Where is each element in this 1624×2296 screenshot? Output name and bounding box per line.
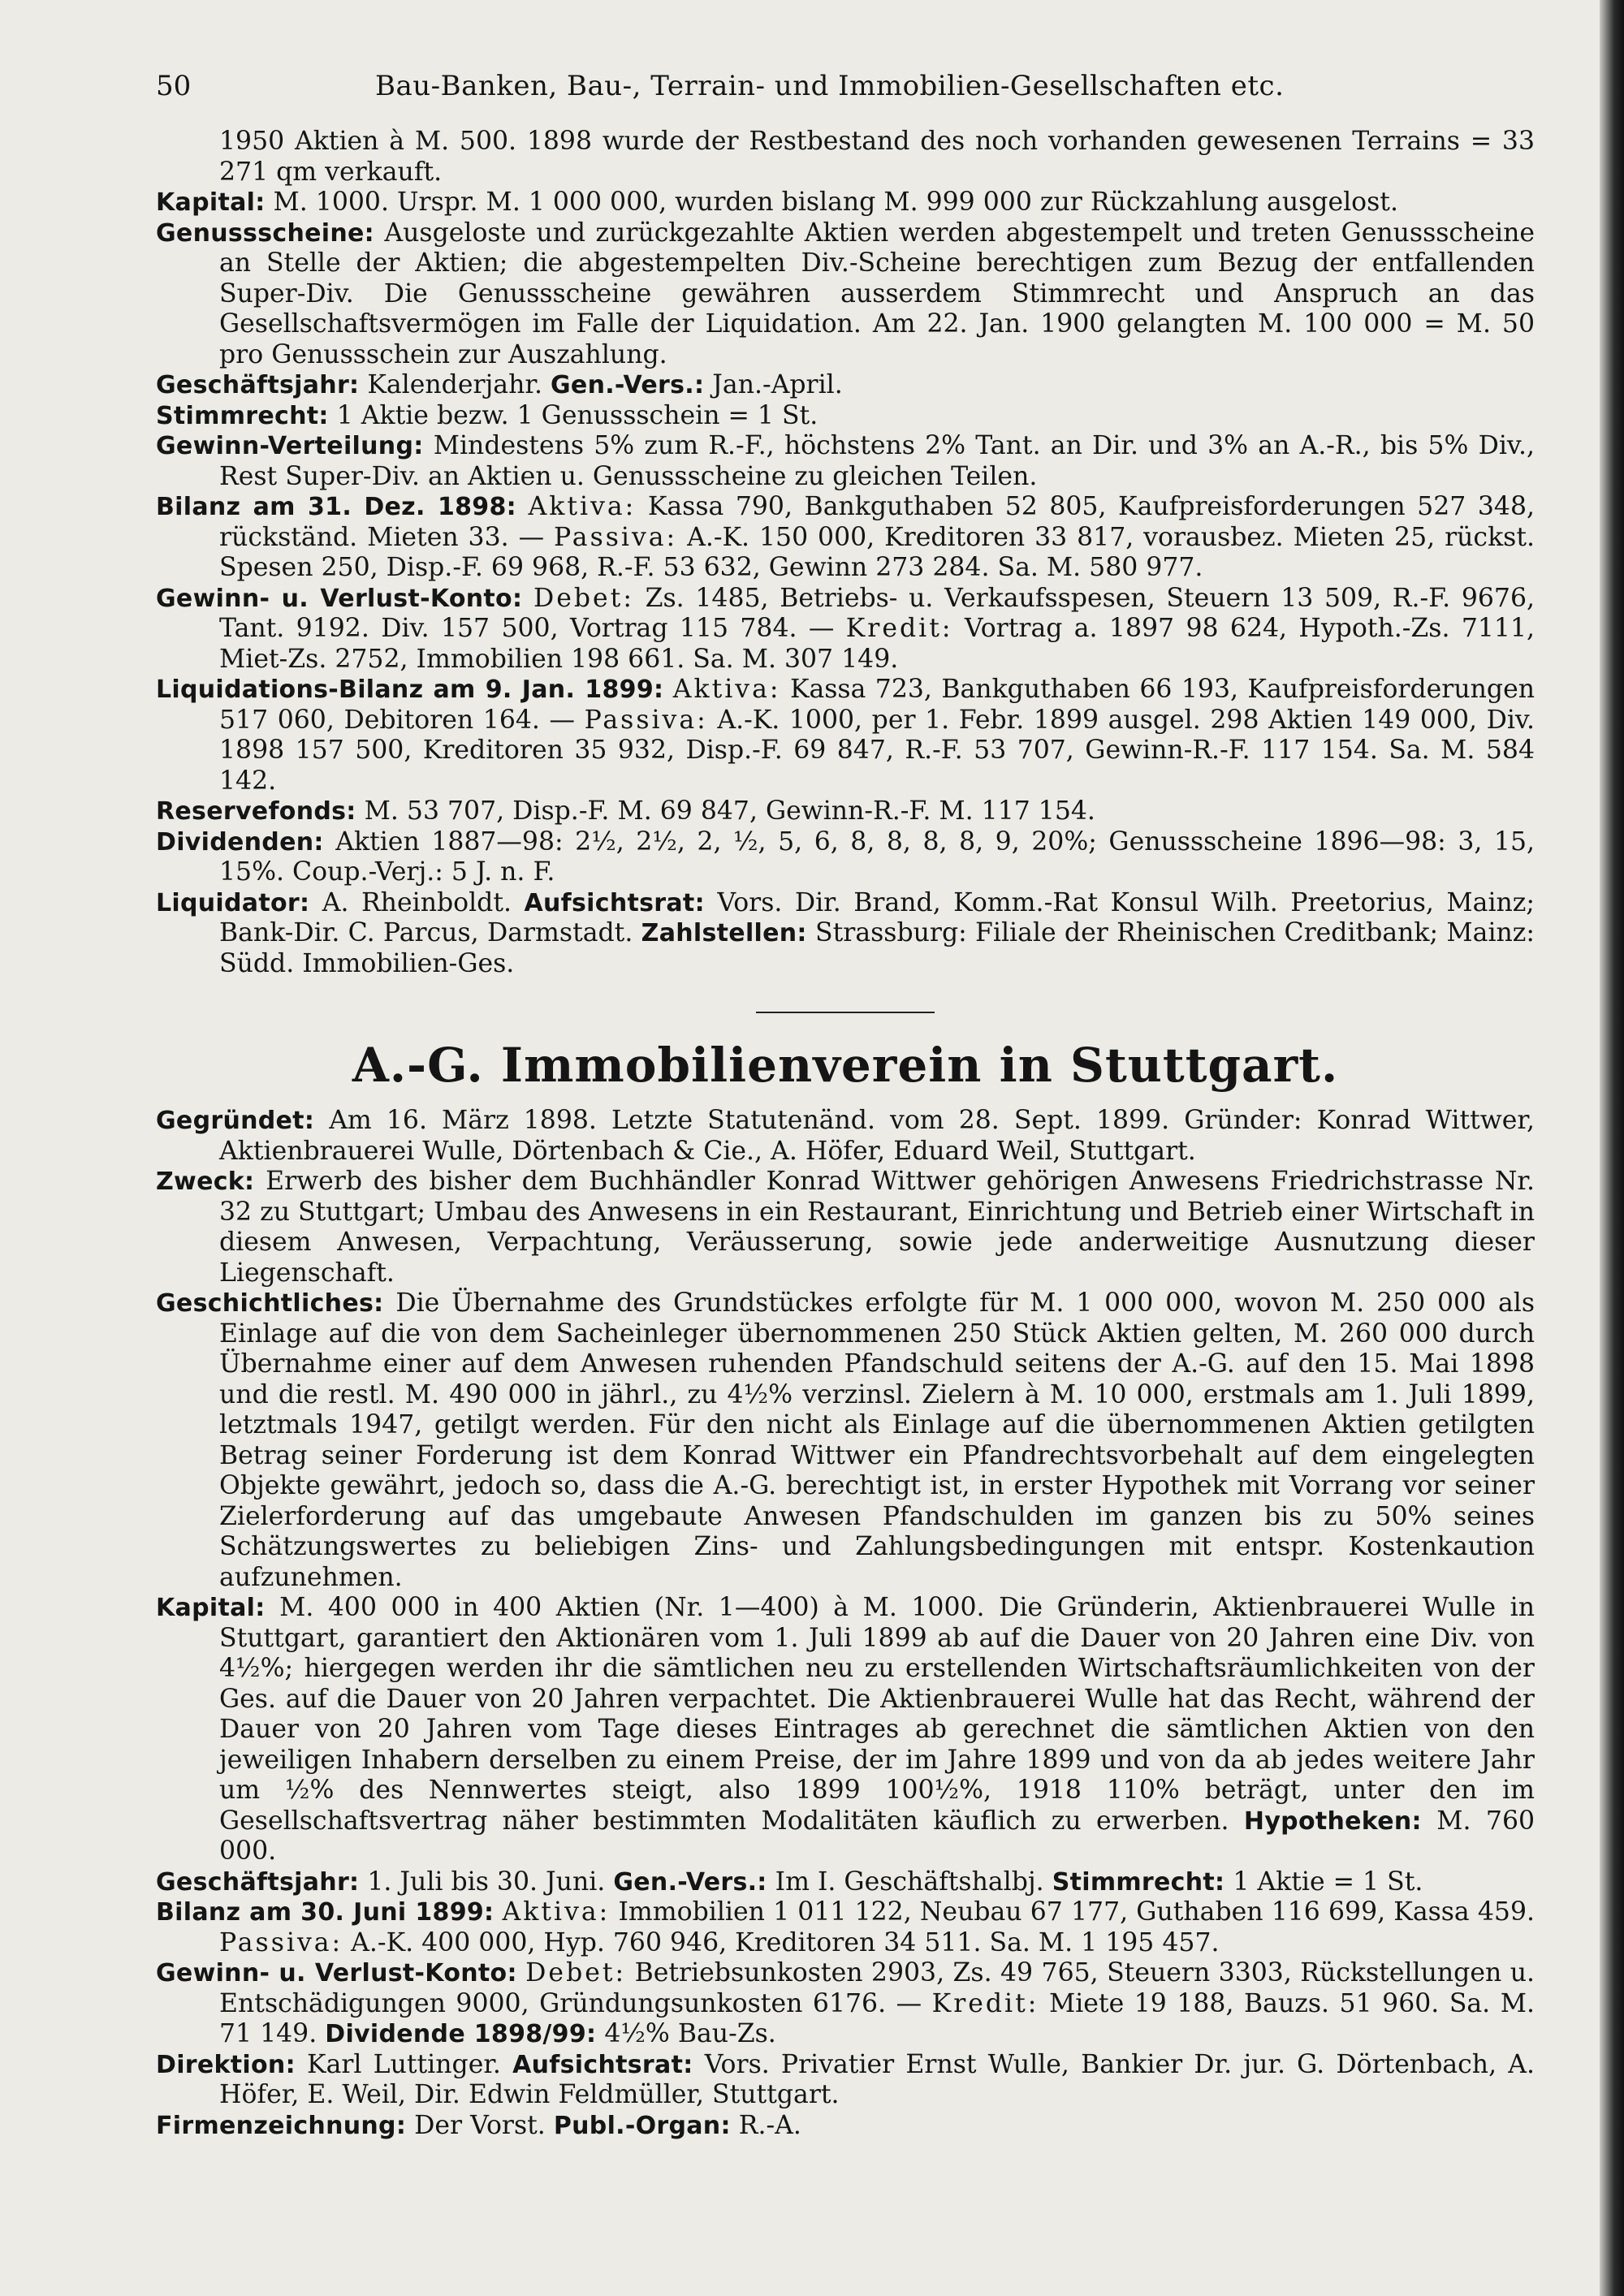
liq-aktiva-text: Kassa 723, Bankguthaben 66 193, Kaufpreisforderungen 517 060, Debitoren 164. — (219, 675, 1535, 735)
bilanz-label: Bilanz am 31. Dez. 1898: (156, 493, 516, 521)
bilanz-aktiva-text-2: Immobilien 1 011 122, Neubau 67 177, Guthaben 116 699, Kassa 459. (618, 1897, 1535, 1927)
aufsichtsrat-label: Aufsichtsrat: (524, 888, 705, 917)
stimmrecht-label-2: Stimmrecht: (1052, 1867, 1225, 1897)
gegruendet-entry (156, 1106, 1535, 1167)
intro-text: 1950 Aktien à M. 500. 1898 wurde der Restbestand des noch vorhanden gewesenen Terrains = 33 271 qm verkauft. (219, 127, 1535, 187)
liquidator-text: A. Rheinboldt. (322, 887, 512, 917)
bilanz-label-2: Bilanz am 30. Juni 1899: (156, 1898, 495, 1927)
passiva-label: Passiva: (554, 522, 678, 552)
reservefonds-entry (156, 796, 1535, 827)
kapital-text-2: M. 400 000 in 400 Aktien (Nr. 1—400) à M. 1000. Die Gründerin, Aktienbrauerei Wulle in Stuttgart, garantiert den Aktionären vom 1. Juli 1899 ab auf die Dauer von 20 Jahren eine Div. von 4½%; hiergegen werden ihr die sämtlichen neu zu erstellenden Wirtschaftsräumlichkeiten von der Ges. auf die Dauer von 20 Jahren verpachtet. Die Aktienbrauerei Wulle hat das Recht, während der Dauer von 20 Jahren vom Tage dieses Eintrages ab gerechnet die sämtlichen Aktien von den jeweiligen Inhabern derselben zu einem Preise, der im Jahre 1899 und von da ab jedes weitere Jahr um ½% des Nennwertes steigt, also 1899 100½%, 1918 110% beträgt, unter den im Gesellschaftsvertrag näher bestimmten Modalitäten käuflich zu erwerben. (219, 1593, 1535, 1836)
geschaeftsjahr-text-2: 1. Juli bis 30. Juni. (367, 1867, 606, 1897)
guv-label: Gewinn- u. Verlust-Konto: (156, 584, 523, 613)
debet-label-2: Debet: (525, 1958, 627, 1987)
dividenden-text: Aktien 1887—98: 2½, 2½, 2, ½, 5, 6, 8, 8, 8, 8, 9, 20%; Genussscheine 1896—98: 3, 15, 15%. Coup.-Verj.: 5 J. n. F. (219, 826, 1535, 887)
debet-label: Debet: (533, 583, 634, 613)
bilanz-entry-2 (156, 1897, 1535, 1958)
running-header (156, 70, 1535, 127)
aktiva-label-2: Aktiva: (502, 1897, 611, 1927)
company-title: A.-G. Immobilienverein in Stuttgart. (352, 1038, 1339, 1093)
guv-label-2: Gewinn- u. Verlust-Konto: (156, 1959, 517, 1987)
direktion-text: Karl Luttinger. (307, 2049, 501, 2079)
liquidations-bilanz-label: Liquidations-Bilanz am 9. Jan. 1899: (156, 675, 664, 704)
page-edge-shadow (1600, 0, 1624, 2296)
guv-entry (156, 584, 1535, 675)
gewinn-verteilung-entry (156, 431, 1535, 492)
intro-paragraph (156, 127, 1535, 188)
liq-passiva-text: A.-K. 1000, per 1. Febr. 1899 ausgel. 298 Aktien 149 000, Div. 1898 157 500, Kreditoren 35 932, Disp.-F. 69 847, R.-F. 53 707, Gewinn-R.-F. 117 154. Sa. M. 584 142. (219, 705, 1535, 796)
zweck-text: Erwerb des bisher dem Buchhändler Konrad Wittwer gehörigen Anwesens Friedrichstrasse Nr. 32 zu Stuttgart; Umbau des Anwesens in ein Restaurant, Einrichtung und Betrieb einer Wirtschaft in diesem Anwesen, Verpachtung, Veräusserung, sowie jede anderweitige Ausnutzung dieser Liegenschaft. (219, 1167, 1535, 1288)
aufsichtsrat-text-2: Vors. Privatier Ernst Wulle, Bankier Dr. jur. G. Dörtenbach, A. Höfer, E. Weil, Dir. Edwin Feldmüller, Stuttgart. (219, 2049, 1535, 2109)
stimmrecht-text: 1 Aktie bezw. 1 Genussschein = 1 St. (336, 400, 818, 430)
firmenzeichnung-text: Der Vorst. (414, 2110, 546, 2140)
aufsichtsrat-label-2: Aufsichtsrat: (512, 2050, 693, 2079)
guv-debet-text: Zs. 1485, Betriebs- u. Verkaufsspesen, Steuern 13 509, R.-F. 9676, Tant. 9192. Div. 157 500, Vortrag 115 784. — (219, 583, 1535, 643)
aktiva-label: Aktiva: (528, 492, 637, 521)
genussscheine-text: Ausgeloste und zurückgezahlte Aktien werden abgestempelt und treten Genussscheine an Stelle der Aktien; die abgestempelten Div.-Scheine berechtigen zum Bezug der entfallenden Super-Div. Die Genussscheine gewähren ausserdem Stimmrecht und Anspruch an das Gesellschaftsvermögen im Falle der Liquidation. Am 22. Jan. 1900 gelangten M. 100 000 = M. 50 pro Genussschein zur Auszahlung. (219, 218, 1535, 369)
gegruendet-label: Gegründet: (156, 1107, 315, 1135)
firmenzeichnung-label: Firmenzeichnung: (156, 2111, 407, 2140)
geschaeftsjahr-label: Geschäftsjahr: (156, 371, 360, 399)
publ-organ-label: Publ.-Organ: (553, 2111, 731, 2140)
gewinn-verteilung-text: Mindestens 5% zum R.-F., höchstens 2% Tant. an Dir. und 3% an A.-R., bis 5% Div., Rest Super-Div. an Aktien u. Genussscheine zu gleichen Teilen. (219, 431, 1535, 491)
direktion-label: Direktion: (156, 2050, 296, 2079)
aufsichtsrat-text: Vors. Dir. Brand, Komm.-Rat Konsul Wilh. Preetorius, Mainz; Bank-Dir. C. Parcus, Darmstadt. (219, 887, 1535, 947)
bilanz-aktiva-text: Kassa 790, Bankguthaben 52 805, Kaufpreisforderungen 527 348, rückständ. Mieten 33. — (219, 492, 1535, 552)
dividenden-entry (156, 827, 1535, 888)
liq-passiva-label: Passiva: (584, 705, 708, 735)
dividende-label: Dividende 1898/99: (325, 2020, 597, 2048)
geschaeftsjahr-text: Kalenderjahr. (367, 370, 542, 399)
geschichtliches-label: Geschichtliches: (156, 1289, 384, 1318)
geschaeftsjahr-entry-2 (156, 1867, 1535, 1898)
liq-aktiva-label: Aktiva: (672, 675, 781, 704)
publ-organ-text: R.-A. (738, 2110, 801, 2140)
liquidator-entry (156, 888, 1535, 980)
geschaeftsjahr-entry (156, 370, 1535, 401)
guv-kredit-text-2: Miete 19 188, Bauzs. 51 960. Sa. M. 71 149. (219, 1988, 1535, 2048)
zahlstellen-text: Strassburg: Filiale der Rheinischen Creditbank; Mainz: Südd. Immobilien-Ges. (219, 918, 1535, 978)
zweck-entry (156, 1167, 1535, 1288)
genussscheine-label: Genussscheine: (156, 218, 374, 248)
bilanz-passiva-text: A.-K. 150 000, Kreditoren 33 817, vorausbez. Mieten 25, rückst. Spesen 250, Disp.-F. 69 968, R.-F. 53 632, Gewinn 273 284. Sa. M. 580 977. (219, 522, 1535, 582)
dividende-text: 4½% Bau-Zs. (604, 2019, 776, 2048)
bilanz-entry (156, 492, 1535, 584)
dividenden-label: Dividenden: (156, 827, 324, 857)
geschichtliches-text: Die Übernahme des Grundstückes erfolgte für M. 1 000 000, wovon M. 250 000 als Einlage auf die von dem Sacheinleger übernommenen 250 Stück Aktien gelten, M. 260 000 durch Übernahme einer auf dem Anwesen ruhenden Pfandschuld seitens der A.-G. auf den 15. Mai 1898 und die restl. M. 490 000 in jährl., zu 4½% verzinsl. Zielern à M. 10 000, erstmals am 1. Juli 1899, letztmals 1947, getilgt werden. Für den nicht als Einlage auf die übernommenen Aktien getilgten Betrag seiner Forderung ist dem Konrad Wittwer ein Pfandrechtsvorbehalt auf dem eingelegten Objekte gewährt, jedoch so, dass die A.-G. berechtigt ist, in erster Hypothek mit Vorrang vor seiner Zielerforderung auf das umgebaute Anwesen Pfandschulden im ganzen bis zu 50% seines Schätzungswertes zu beliebigen Zins- und Zahlungsbedingungen mit entspr. Kostenkaution aufzunehmen. (219, 1288, 1535, 1592)
gen-vers-text-2: Im I. Geschäftshalbj. (775, 1867, 1044, 1897)
section-divider (756, 1012, 935, 1013)
gen-vers-label-2: Gen.-Vers.: (613, 1867, 767, 1897)
kapital-entry-2 (156, 1593, 1535, 1867)
bilanz-passiva-text-2: A.-K. 400 000, Hyp. 760 946, Kreditoren 34 511. Sa. M. 1 195 457. (351, 1927, 1220, 1957)
passiva-label-2: Passiva: (219, 1927, 343, 1957)
guv-kredit-text: Vortrag a. 1897 98 624, Hypoth.-Zs. 7111, Miet-Zs. 2752, Immobilien 198 661. Sa. M. 307 149. (219, 614, 1535, 674)
kapital-text: M. 1000. Urspr. M. 1 000 000, wurden bislang M. 999 000 zur Rückzahlung ausgelost. (273, 188, 1398, 217)
stimmrecht-label: Stimmrecht: (156, 401, 329, 430)
firmenzeichnung-entry (156, 2111, 1535, 2142)
geschichtliches-entry (156, 1288, 1535, 1593)
guv-entry-2 (156, 1958, 1535, 2050)
gen-vers-label: Gen.-Vers.: (551, 371, 705, 399)
gewinn-verteilung-label: Gewinn-Verteilung: (156, 432, 424, 460)
geschaeftsjahr-label-2: Geschäftsjahr: (156, 1867, 360, 1897)
page-number: 50 (156, 70, 192, 102)
running-title: Bau-Banken, Bau-, Terrain- und Immobilien-Gesellschaften etc. (375, 70, 1285, 102)
kredit-label: Kredit: (845, 614, 953, 643)
gen-vers-text: Jan.-April. (712, 370, 843, 399)
genussscheine-entry (156, 218, 1535, 371)
kapital-entry (156, 188, 1535, 218)
gegruendet-text: Am 16. März 1898. Letzte Statutenänd. vom 28. Sept. 1899. Gründer: Konrad Wittwer, Aktienbrauerei Wulle, Dörtenbach & Cie., A. Höfer, Eduard Weil, Stuttgart. (219, 1106, 1535, 1166)
guv-debet-text-2: Betriebsunkosten 2903, Zs. 49 765, Steuern 3303, Rückstellungen u. Entschädigungen 9000, Gründungsunkosten 6176. — (219, 1958, 1535, 2018)
zweck-label: Zweck: (156, 1167, 255, 1196)
kapital-label-2: Kapital: (156, 1594, 266, 1622)
liquidator-label: Liquidator: (156, 888, 310, 917)
reservefonds-label: Reservefonds: (156, 797, 356, 826)
kapital-label: Kapital: (156, 188, 266, 217)
liquidations-bilanz-entry (156, 675, 1535, 796)
direktion-entry (156, 2050, 1535, 2111)
hypotheken-label: Hypotheken: (1243, 1806, 1422, 1836)
reservefonds-text: M. 53 707, Disp.-F. M. 69 847, Gewinn-R.-F. M. 117 154. (364, 796, 1095, 826)
zahlstellen-label: Zahlstellen: (641, 919, 807, 947)
hypotheken-text: M. 760 000. (219, 1806, 1535, 1866)
kredit-label-2: Kredit: (931, 1988, 1039, 2018)
document-page (156, 70, 1535, 2141)
stimmrecht-text-2: 1 Aktie = 1 St. (1233, 1867, 1423, 1897)
stimmrecht-entry (156, 401, 1535, 432)
